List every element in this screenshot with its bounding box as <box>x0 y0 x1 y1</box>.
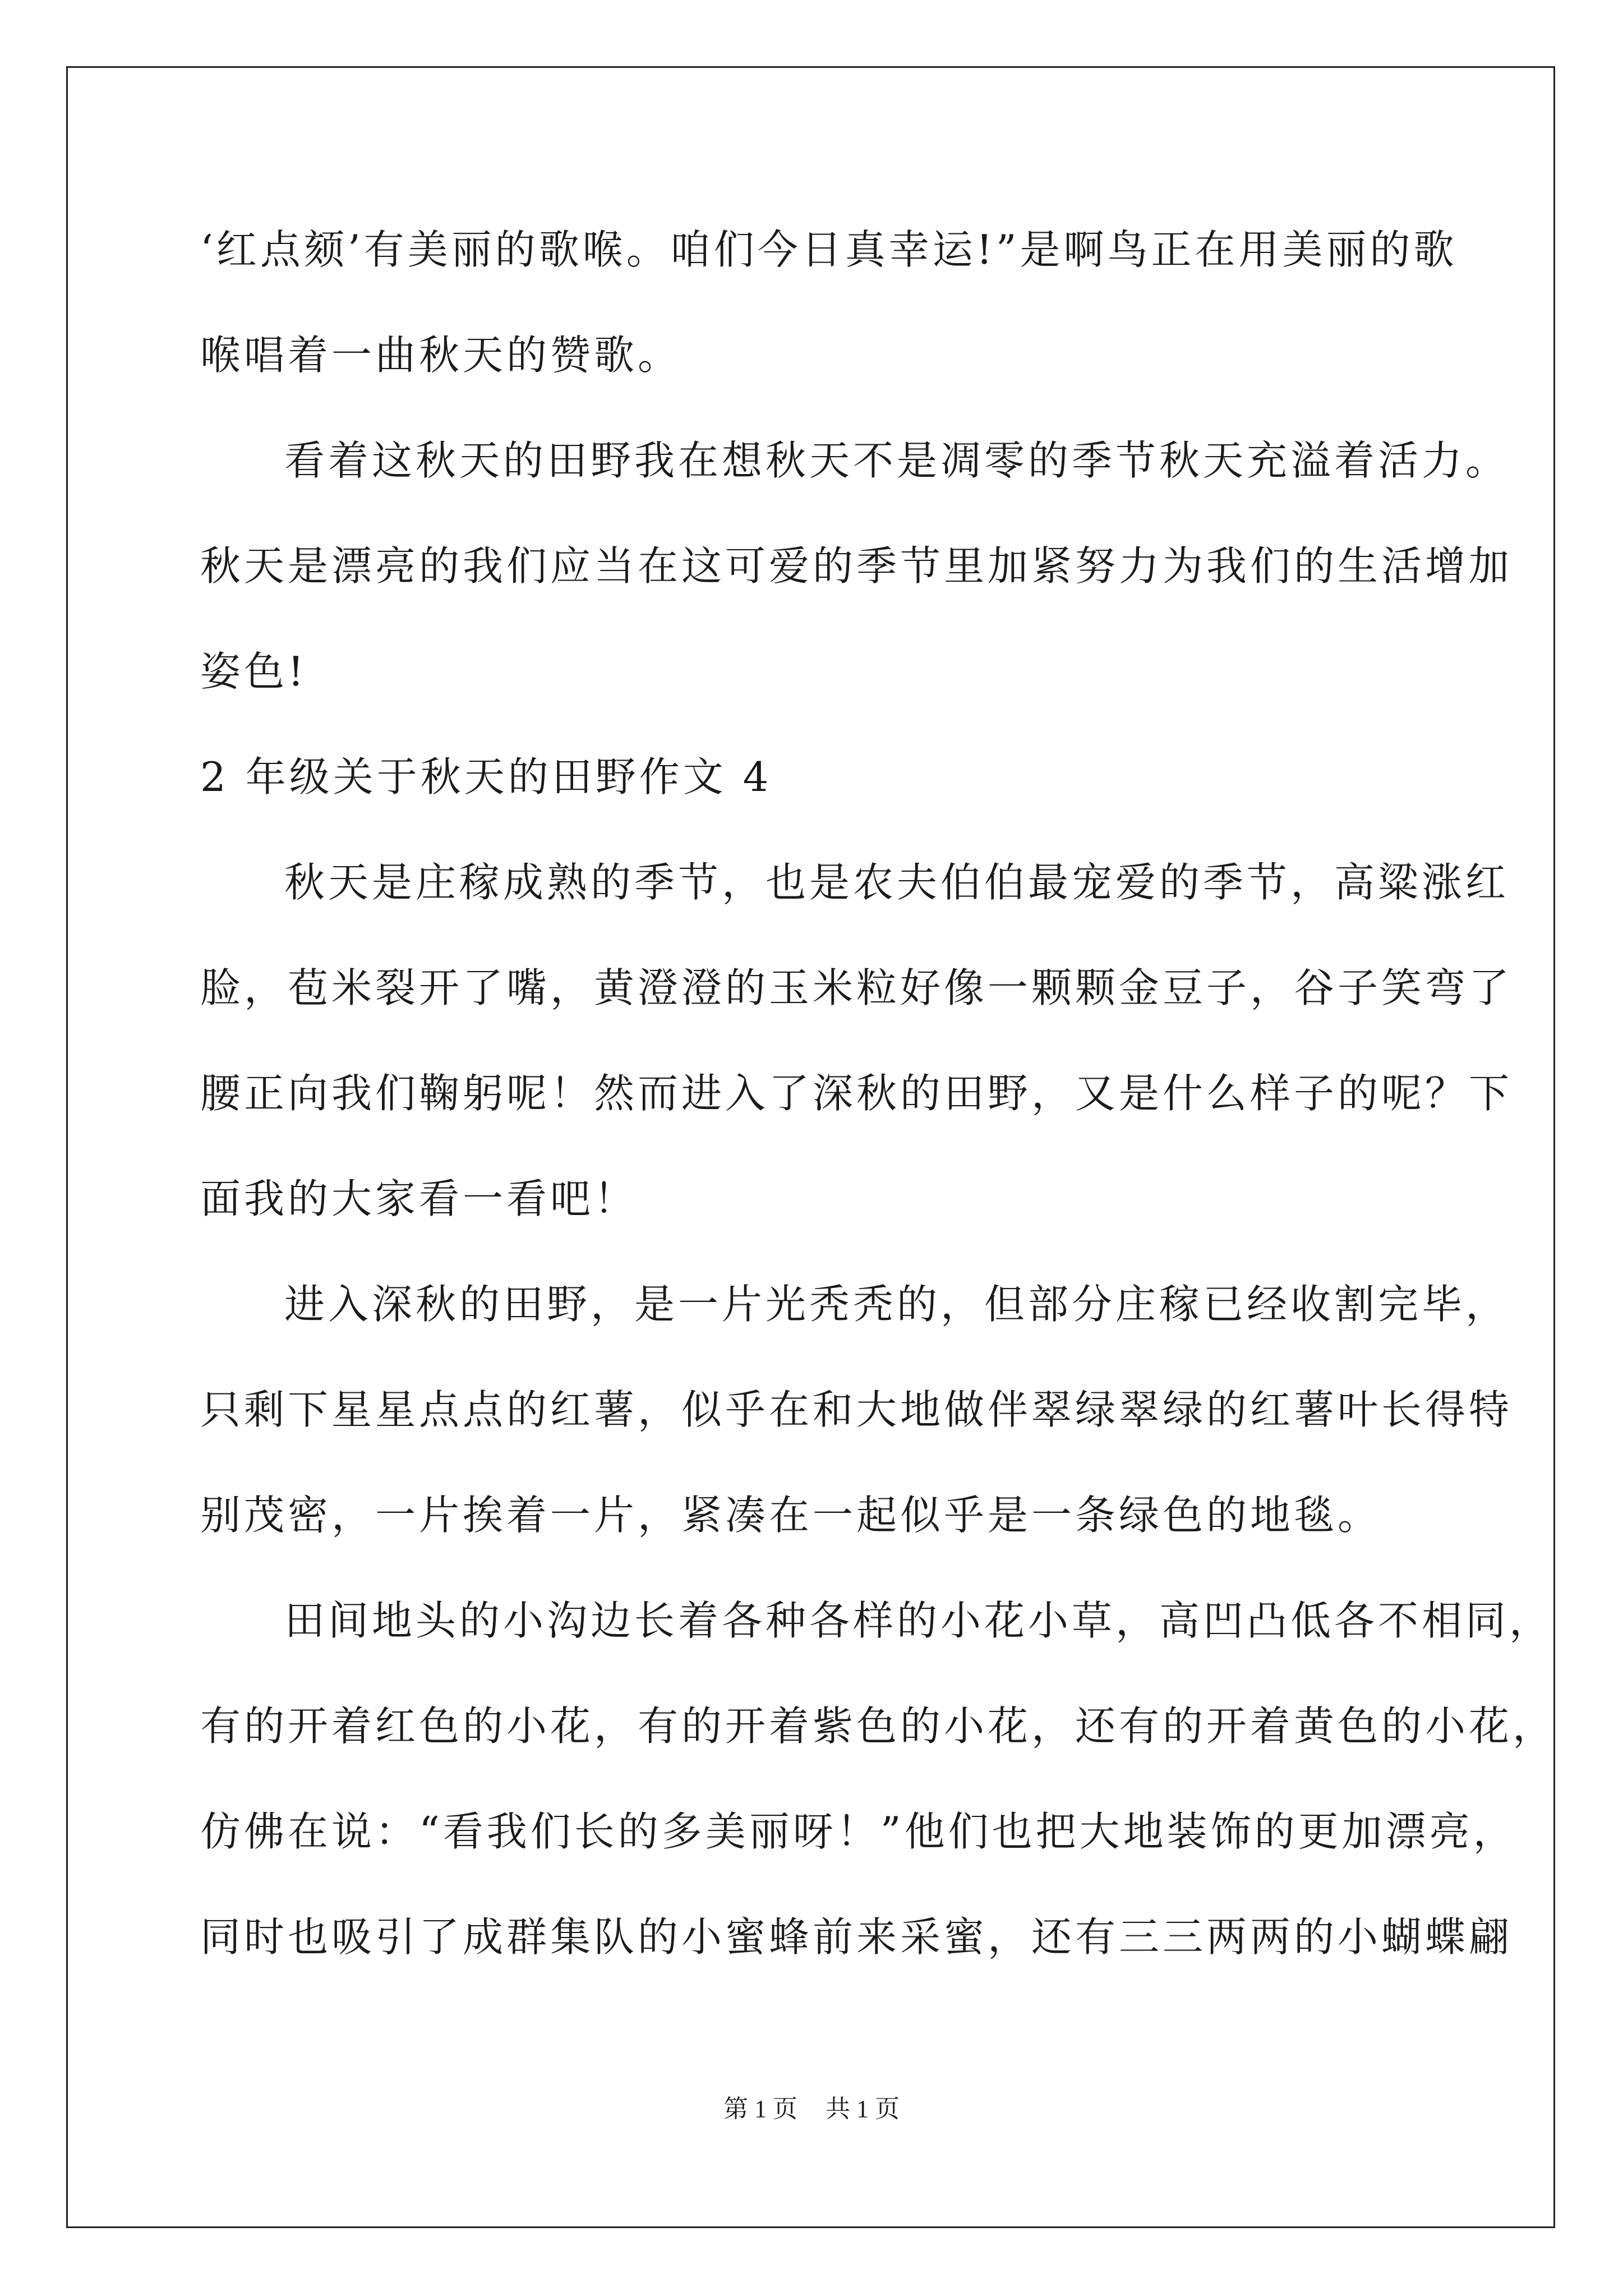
text-line: 腰正向我们鞠躬呢！然而进入了深秋的田野，又是什么样子的呢？下 <box>200 1070 1513 1117</box>
text-line: 姿色! <box>200 648 307 695</box>
document-body <box>200 216 1557 2009</box>
page-total: 共 1 页 <box>826 2095 900 2123</box>
text-line: 只剩下星星点点的红薯，似乎在和大地做伴翠绿翠绿的红薯叶长得特 <box>200 1386 1513 1433</box>
text-line: 有的开着红色的小花，有的开着紫色的小花，还有的开着黄色的小花， <box>200 1703 1557 1750</box>
text-line: ‘红点颏’有美丽的歌喉。咱们今日真幸运!”是啊鸟正在用美丽的歌 <box>200 226 1458 273</box>
paragraph-start-line: 看着这秋天的田野我在想秋天不是凋零的季节秋天充溢着活力。 <box>284 437 1510 484</box>
section-heading: 2 年级关于秋天的田野作文 4 <box>200 753 772 800</box>
text-line: 喉唱着一曲秋天的赞歌。 <box>200 332 682 379</box>
text-line: 面我的大家看一看吧！ <box>200 1175 638 1222</box>
text-line: 秋天是漂亮的我们应当在这可爱的季节里加紧努力为我们的生活增加 <box>200 542 1513 590</box>
page-footer <box>0 2092 1623 2126</box>
text-line: 仿佛在说：“看我们长的多美丽呀！”他们也把大地装饰的更加漂亮， <box>200 1808 1517 1855</box>
page-number: 第 1 页 <box>723 2095 797 2123</box>
text-line: 同时也吸引了成群集队的小蜜蜂前来采蜜，还有三三两两的小蝴蝶翩 <box>200 1913 1513 1961</box>
text-line: 别茂密，一片挨着一片，紧凑在一起似乎是一条绿色的地毯。 <box>200 1492 1382 1539</box>
paragraph-start-line: 秋天是庄稼成熟的季节，也是农夫伯伯最宠爱的季节，高粱涨红 <box>284 859 1510 906</box>
paragraph-start-line: 田间地头的小沟边长着各种各样的小花小草，高凹凸低各不相同， <box>284 1597 1553 1644</box>
paragraph-start-line: 进入深秋的田野，是一片光秃秃的，但部分庄稼已经收割完毕， <box>284 1281 1510 1328</box>
text-line: 脸，苞米裂开了嘴，黄澄澄的玉米粒好像一颗颗金豆子，谷子笑弯了 <box>200 964 1513 1011</box>
